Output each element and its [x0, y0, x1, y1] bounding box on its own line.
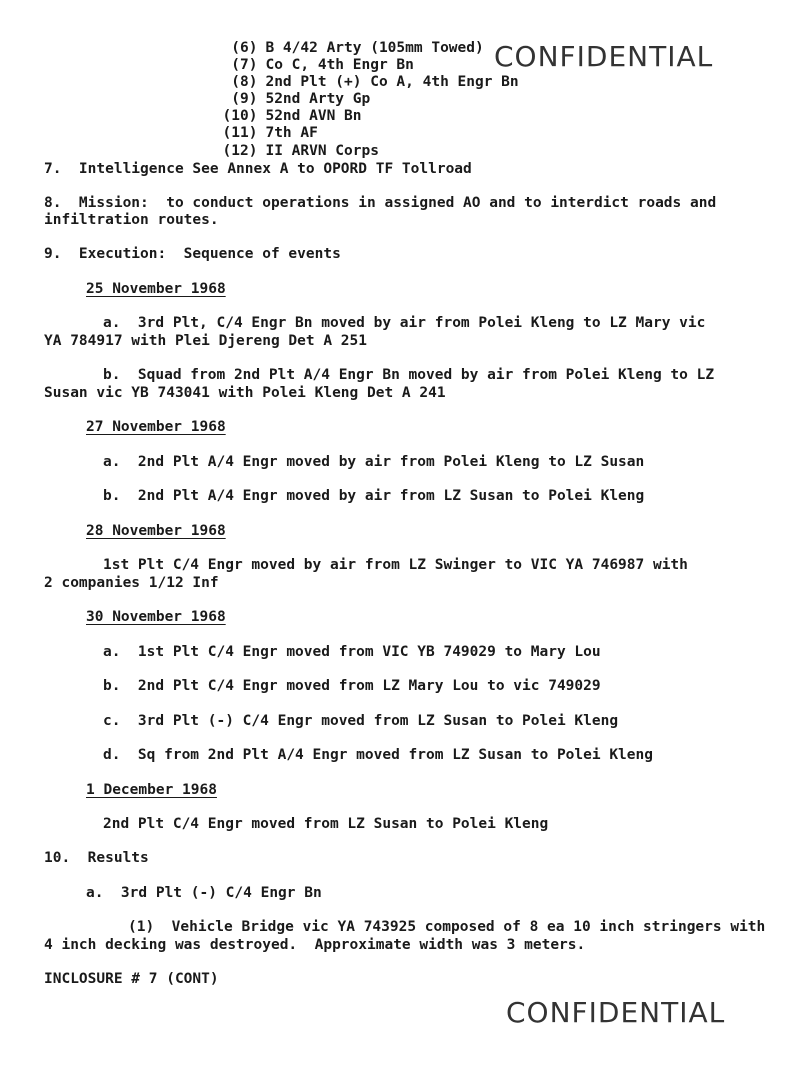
event-line: c. 3rd Plt (-) C/4 Engr moved from LZ Susan to Polei Kleng	[103, 713, 619, 729]
results-item-a: a. 3rd Plt (-) C/4 Engr Bn	[86, 885, 322, 901]
unit-number: (6)	[231, 40, 258, 56]
event-line: a. 3rd Plt, C/4 Engr Bn moved by air from Polei Kleng to LZ Mary vic	[103, 315, 706, 331]
section-8-mission-line1: 8. Mission: to conduct operations in assigned AO and to interdict roads and	[44, 195, 717, 211]
unit-number: (12)	[222, 143, 258, 159]
section-8-mission-line2: infiltration routes.	[44, 212, 219, 228]
unit-number: (11)	[222, 125, 258, 141]
unit-text: 2nd Plt (+) Co A, 4th Engr Bn	[265, 74, 519, 90]
section-7-intelligence: 7. Intelligence See Annex A to OPORD TF Tollroad	[44, 161, 472, 177]
event-line: YA 784917 with Plei Djereng Det A 251	[44, 333, 368, 349]
unit-text: 7th AF	[265, 125, 318, 141]
date-heading: 25 November 1968	[86, 281, 226, 297]
event-line: 1st Plt C/4 Engr moved by air from LZ Swinger to VIC YA 746987 with	[103, 557, 688, 573]
confidential-stamp-top: CONFIDENTIAL	[494, 40, 714, 73]
unit-text: 52nd Arty Gp	[265, 91, 371, 107]
unit-number: (7)	[231, 57, 258, 73]
event-line: Susan vic YB 743041 with Polei Kleng Det A 241	[44, 385, 446, 401]
unit-list-item	[196, 126, 379, 160]
event-line: d. Sq from 2nd Plt A/4 Engr moved from LZ Susan to Polei Kleng	[103, 747, 653, 763]
unit-text: 52nd AVN Bn	[265, 108, 362, 124]
event-line: a. 1st Plt C/4 Engr moved from VIC YB 749029 to Mary Lou	[103, 644, 601, 660]
unit-text: II ARVN Corps	[265, 143, 379, 159]
event-line: b. 2nd Plt C/4 Engr moved from LZ Mary Lou to vic 749029	[103, 678, 601, 694]
confidential-stamp-bottom: CONFIDENTIAL	[506, 996, 726, 1029]
section-10-results: 10. Results	[44, 850, 149, 866]
results-detail-line1: (1) Vehicle Bridge vic YA 743925 composed of 8 ea 10 inch stringers with	[128, 919, 766, 935]
unit-number: (10)	[222, 108, 258, 124]
date-heading: 27 November 1968	[86, 419, 226, 435]
date-heading: 1 December 1968	[86, 782, 217, 798]
event-line: 2nd Plt C/4 Engr moved from LZ Susan to Polei Kleng	[103, 816, 549, 832]
event-line: a. 2nd Plt A/4 Engr moved by air from Polei Kleng to LZ Susan	[103, 454, 645, 470]
event-line: b. Squad from 2nd Plt A/4 Engr Bn moved by air from Polei Kleng to LZ	[103, 367, 715, 383]
unit-number: (8)	[231, 74, 258, 90]
results-detail-line2: 4 inch decking was destroyed. Approximate width was 3 meters.	[44, 937, 586, 953]
date-heading: 30 November 1968	[86, 609, 226, 625]
unit-text: B 4/42 Arty (105mm Towed)	[265, 40, 484, 56]
date-heading: 28 November 1968	[86, 523, 226, 539]
inclosure-footer: INCLOSURE # 7 (CONT)	[44, 971, 219, 987]
unit-number: (9)	[231, 91, 258, 107]
event-line: 2 companies 1/12 Inf	[44, 575, 219, 591]
unit-text: Co C, 4th Engr Bn	[265, 57, 414, 73]
event-line: b. 2nd Plt A/4 Engr moved by air from LZ Susan to Polei Kleng	[103, 488, 645, 504]
section-9-execution: 9. Execution: Sequence of events	[44, 246, 341, 262]
